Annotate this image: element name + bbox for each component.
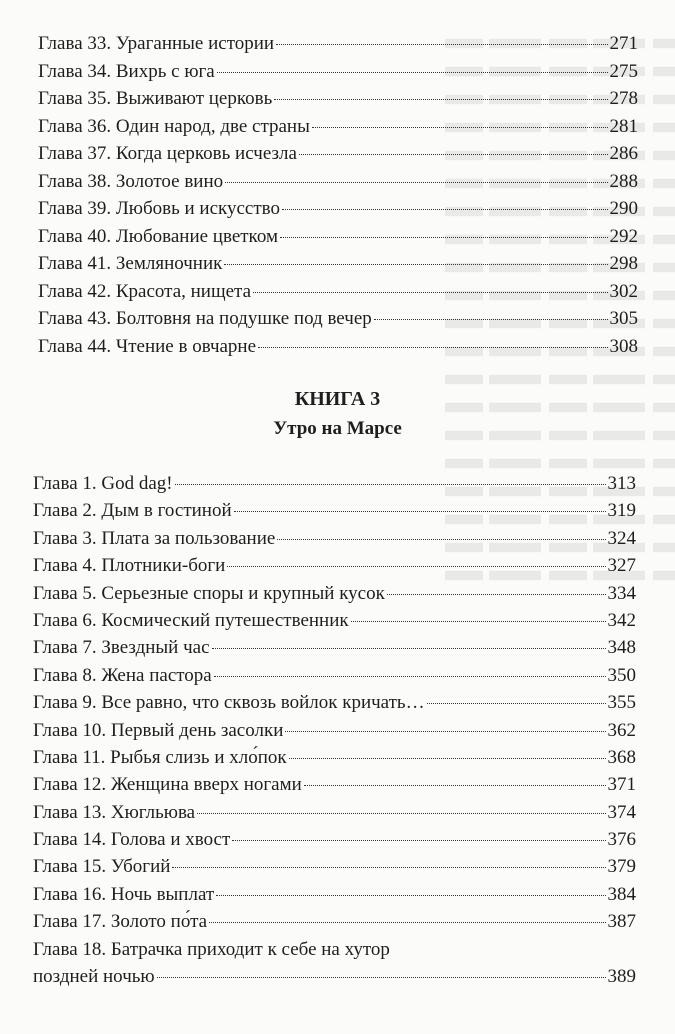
page-number: 281 <box>609 115 638 137</box>
page-number: 324 <box>607 527 636 549</box>
chapter-title: Глава 37. Когда церковь исчезла <box>38 143 297 164</box>
toc-entry <box>33 689 636 716</box>
page-number: 290 <box>609 198 638 219</box>
dot-leader <box>232 840 605 841</box>
toc-entry <box>38 30 638 58</box>
page-number: 288 <box>609 170 638 192</box>
page-number: 334 <box>607 582 636 604</box>
chapter-title-continuation: поздней ночью <box>33 966 155 988</box>
chapter-title: Глава 34. Вихрь с юга <box>38 60 215 82</box>
toc-entry <box>38 195 638 223</box>
toc-entry <box>33 717 636 744</box>
toc-entry <box>38 223 638 251</box>
chapter-title: Глава 4. Плотники-боги <box>33 555 226 577</box>
toc-entry <box>38 58 638 86</box>
toc-entry <box>33 607 636 634</box>
dot-leader <box>274 99 607 100</box>
page-number: 278 <box>609 88 638 109</box>
page-number: 389 <box>607 966 636 988</box>
toc-entry <box>33 853 636 880</box>
chapter-title: Глава 11. Рыбья слизь и хло́пок <box>33 746 287 768</box>
dot-leader <box>175 484 606 485</box>
dot-leader <box>374 319 608 320</box>
dot-leader <box>285 731 605 732</box>
toc-entry <box>33 908 636 935</box>
chapter-title: Глава 14. Голова и хвост <box>33 829 231 851</box>
chapter-title: Глава 2. Дым в гостиной <box>33 500 232 522</box>
book3-chapter-list <box>33 470 636 990</box>
dot-leader <box>276 44 607 45</box>
toc-entry <box>38 113 638 141</box>
chapter-title: Глава 8. Жена пастора <box>33 664 212 686</box>
chapter-title: Глава 41. Земляночник <box>38 253 223 274</box>
chapter-title: Глава 42. Красота, нищета <box>38 280 251 302</box>
toc-entry <box>33 799 636 826</box>
dot-leader <box>289 758 606 759</box>
chapter-title: Глава 18. Батрачка приходит к себе на хутор <box>33 938 390 960</box>
toc-entry <box>33 881 636 908</box>
dot-leader <box>225 182 607 183</box>
chapter-title: Глава 40. Любование цветком <box>38 225 278 247</box>
page-number: 305 <box>609 308 638 329</box>
dot-leader <box>224 264 607 265</box>
dot-leader <box>282 209 608 210</box>
chapter-title: Глава 5. Серьезные споры и крупный кусок <box>33 582 385 604</box>
dot-leader <box>253 292 608 293</box>
dot-leader <box>312 127 608 128</box>
page-number: 368 <box>607 746 636 768</box>
dot-leader <box>209 922 605 923</box>
chapter-title: Глава 36. Один народ, две страны <box>38 115 310 137</box>
book3-subtitle: Утро на Марсе <box>273 418 402 439</box>
chapter-title: Глава 16. Ночь выплат <box>33 883 215 905</box>
chapter-title: Глава 38. Золотое вино <box>38 170 224 192</box>
page-number: 292 <box>609 225 638 247</box>
dot-leader <box>427 703 606 704</box>
toc-entry <box>33 744 636 771</box>
page-number: 387 <box>607 911 636 933</box>
chapter-title: Глава 15. Убогий <box>33 856 171 878</box>
page-number: 362 <box>607 719 636 741</box>
toc-entry <box>38 85 638 113</box>
dot-leader <box>197 813 605 814</box>
toc-entry <box>33 826 636 853</box>
toc-entry <box>38 305 638 333</box>
dot-leader <box>304 785 606 786</box>
toc-entry <box>33 662 636 689</box>
page-number: 313 <box>607 473 636 494</box>
chapter-title: Глава 12. Женщина вверх ногами <box>33 774 302 796</box>
page-number: 350 <box>607 664 636 686</box>
book3-heading: КНИГА 3 <box>294 388 381 410</box>
page-number: 371 <box>607 774 636 796</box>
toc-entry <box>33 525 636 552</box>
page-number: 271 <box>609 33 638 54</box>
chapter-title: Глава 1. God dag! <box>33 473 173 494</box>
chapter-title: Глава 39. Любовь и искусство <box>38 198 280 219</box>
chapter-title: Глава 44. Чтение в овчарне <box>38 335 257 357</box>
toc-entry <box>33 580 636 607</box>
dot-leader <box>387 594 606 595</box>
toc-entry <box>38 140 638 168</box>
page-number: 379 <box>607 856 636 878</box>
toc-entry <box>38 333 638 361</box>
page-number: 298 <box>609 253 638 274</box>
dot-leader <box>217 72 608 73</box>
page-number: 355 <box>607 692 636 714</box>
chapter-title: Глава 3. Плата за пользование <box>33 527 276 549</box>
chapter-title: Глава 9. Все равно, что сквозь войлок кричать… <box>33 692 425 714</box>
chapter-title: Глава 33. Ураганные истории <box>38 33 275 54</box>
page-number: 302 <box>609 280 638 302</box>
toc-entry <box>38 278 638 306</box>
dot-leader <box>214 676 606 677</box>
toc-entry <box>38 168 638 196</box>
toc-entry <box>33 771 636 798</box>
dot-leader <box>351 621 606 622</box>
page-number: 374 <box>607 801 636 823</box>
toc-entry <box>38 250 638 278</box>
dot-leader <box>172 867 605 868</box>
dot-leader <box>234 511 606 512</box>
dot-leader <box>299 154 608 155</box>
page-number: 384 <box>607 883 636 905</box>
chapter-title: Глава 6. Космический путешественник <box>33 609 349 631</box>
dot-leader <box>227 566 605 567</box>
book2-chapter-list <box>38 30 638 360</box>
toc-entry <box>33 552 636 579</box>
page-number: 348 <box>607 637 636 659</box>
chapter-title: Глава 10. Первый день засолки <box>33 719 284 741</box>
chapter-title: Глава 17. Золото по́та <box>33 911 208 933</box>
dot-leader <box>216 895 605 896</box>
chapter-title: Глава 7. Звездный час <box>33 637 210 659</box>
page-number: 327 <box>607 555 636 577</box>
dot-leader <box>277 539 605 540</box>
toc-entry <box>33 470 636 497</box>
page-number: 342 <box>607 609 636 631</box>
page-number: 286 <box>609 143 638 164</box>
page-number: 376 <box>607 829 636 851</box>
chapter-title: Глава 13. Хюгльюва <box>33 801 196 823</box>
dot-leader <box>280 237 608 238</box>
toc-entry <box>33 497 636 524</box>
page-number: 319 <box>607 500 636 522</box>
chapter-title: Глава 35. Выживают церковь <box>38 88 273 109</box>
dot-leader <box>258 347 607 348</box>
dot-leader <box>157 977 606 978</box>
page-number: 308 <box>609 335 638 357</box>
page-number: 275 <box>609 60 638 82</box>
toc-entry <box>33 936 636 991</box>
chapter-title: Глава 43. Болтовня на подушке под вечер <box>38 308 372 329</box>
dot-leader <box>212 648 606 649</box>
toc-entry <box>33 634 636 661</box>
